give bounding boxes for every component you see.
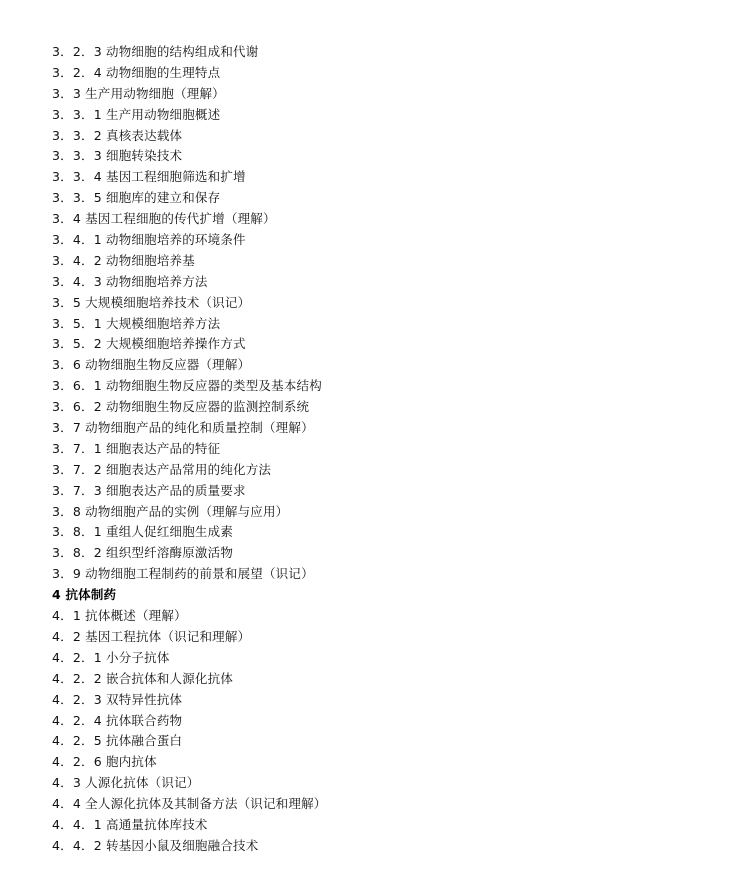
outline-line: 4．2．3 双特异性抗体 [52, 691, 183, 707]
outline-line: 3．5．1 大规模细胞培养方法 [52, 315, 221, 331]
outline-line: 3．6．2 动物细胞生物反应器的监测控制系统 [52, 399, 310, 415]
outline-line: 3．7 动物细胞产品的纯化和质量控制（理解） [52, 420, 314, 436]
outline-line: 4．2．6 胞内抗体 [52, 754, 157, 770]
document-body [52, 42, 732, 857]
outline-line: 3．3．3 细胞转染技术 [52, 148, 183, 164]
outline-line: 3．2．3 动物细胞的结构组成和代谢 [52, 44, 259, 59]
outline-line: 4．2．5 抗体融合蛋白 [52, 733, 183, 749]
outline-line: 4．2．1 小分子抗体 [52, 649, 170, 665]
outline-line: 3．3．2 真核表达载体 [52, 127, 183, 143]
outline-line: 4．4 全人源化抗体及其制备方法（识记和理解） [52, 796, 327, 812]
section-heading: 4 抗体制药 [52, 587, 117, 603]
outline-line: 3．3．4 基因工程细胞筛选和扩增 [52, 169, 246, 185]
outline-line: 3．6 动物细胞生物反应器（理解） [52, 357, 251, 373]
outline-line: 3．4．1 动物细胞培养的环境条件 [52, 232, 246, 248]
outline-line: 3．8．2 组织型纤溶酶原激活物 [52, 545, 234, 561]
outline-line: 3．6．1 动物细胞生物反应器的类型及基本结构 [52, 378, 322, 394]
outline-line: 3．5．2 大规模细胞培养操作方式 [52, 336, 246, 352]
outline-line: 3．8 动物细胞产品的实例（理解与应用） [52, 503, 289, 519]
outline-line: 4．4．2 转基因小鼠及细胞融合技术 [52, 837, 259, 853]
outline-line: 3．4 基因工程细胞的传代扩增（理解） [52, 211, 276, 227]
outline-line: 3．2．4 动物细胞的生理特点 [52, 64, 221, 80]
outline-line: 3．3．5 细胞库的建立和保存 [52, 190, 221, 206]
outline-line: 3．9 动物细胞工程制药的前景和展望（识记） [52, 566, 314, 582]
outline-line: 3．7．1 细胞表达产品的特征 [52, 440, 221, 456]
outline-line: 3．4．3 动物细胞培养方法 [52, 273, 208, 289]
outline-line: 3．5 大规模细胞培养技术（识记） [52, 294, 251, 310]
outline-line: 4．2 基因工程抗体（识记和理解） [52, 628, 251, 644]
outline-line: 3．4．2 动物细胞培养基 [52, 252, 195, 268]
outline-line: 3．7．3 细胞表达产品的质量要求 [52, 482, 246, 498]
outline-line: 3．3．1 生产用动物细胞概述 [52, 106, 221, 122]
outline-line: 3．3 生产用动物细胞（理解） [52, 85, 225, 101]
outline-line: 3．8．1 重组人促红细胞生成素 [52, 524, 234, 540]
outline-line: 4．2．2 嵌合抗体和人源化抗体 [52, 670, 234, 686]
outline-line: 4．4．1 高通量抗体库技术 [52, 816, 208, 832]
outline-line: 4．3 人源化抗体（识记） [52, 775, 200, 791]
outline-line: 4．2．4 抗体联合药物 [52, 712, 183, 728]
outline-line: 3．7．2 细胞表达产品常用的纯化方法 [52, 461, 272, 477]
outline-line: 4．1 抗体概述（理解） [52, 608, 187, 624]
